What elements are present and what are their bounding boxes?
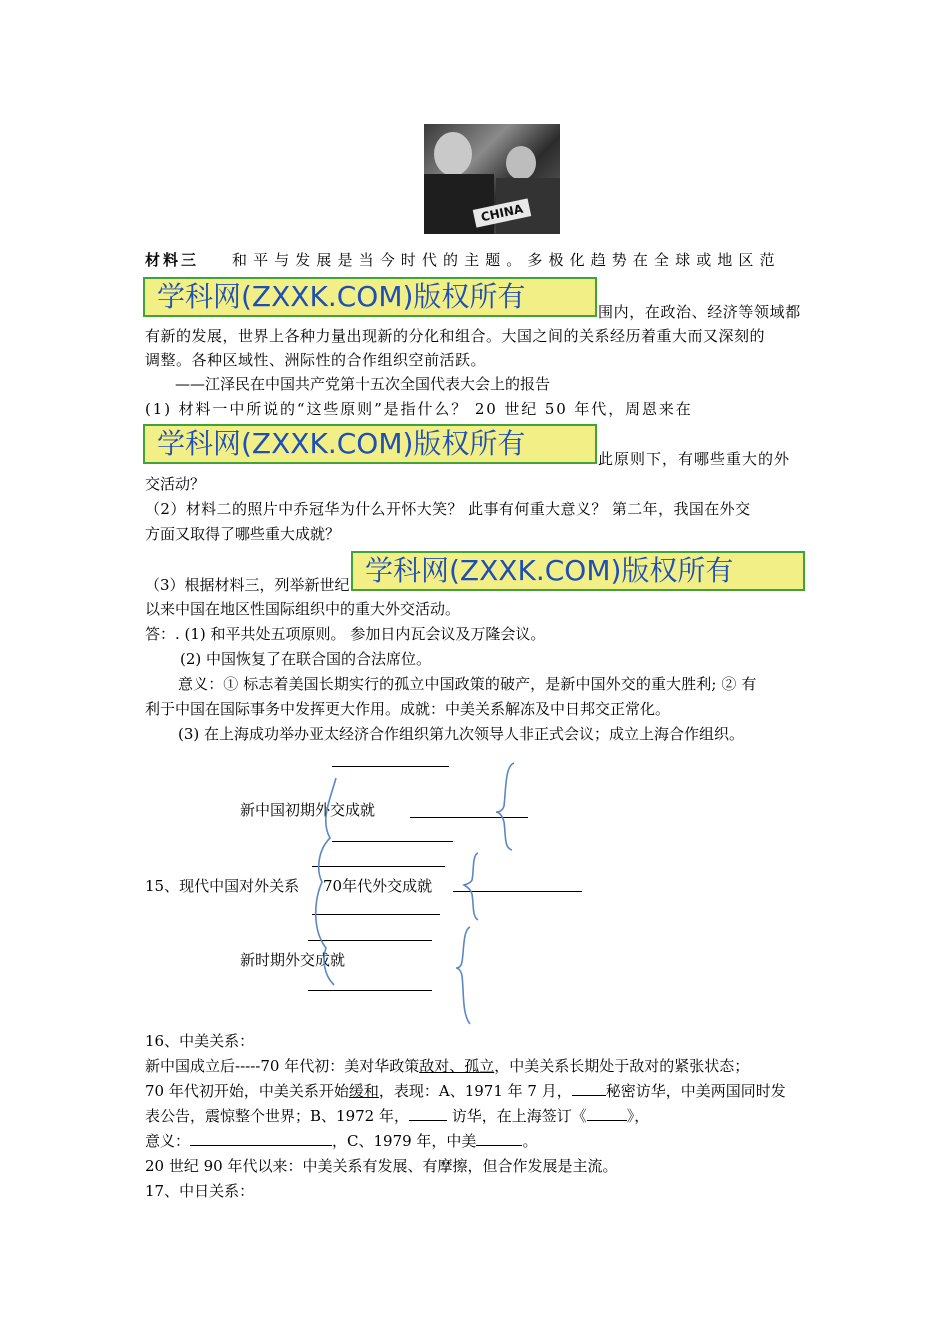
material3-label: 材料三: [145, 251, 200, 269]
question-16-line4: 意义： ，C、1979 年，中美 。: [145, 1132, 538, 1150]
answer-underlined: 缓和: [348, 1082, 379, 1100]
question-16-line1: 新中国成立后-----70 年代初：美对华政策敌对、孤立，中美关系长期处于敌对的紧张状态；: [145, 1057, 750, 1075]
question-16-title: 16、中美关系：: [145, 1032, 255, 1050]
watermark-banner: 学科网(ZXXK.COM)版权所有: [143, 277, 597, 317]
question-2-line1: （2）材料二的照片中乔冠华为什么开怀大笑？ 此事有何重大意义？ 第二年，我国在外交: [145, 500, 751, 518]
question-1-line1: (1) 材料一中所说的“这些原则”是指什么？ 20 世纪 50 年代，周恩来在: [145, 400, 693, 418]
question-3-line1: （3）根据材料三，列举新世纪: [145, 576, 350, 594]
material3-source: ——江泽民在中国共产党第十五次全国代表大会上的报告: [175, 375, 551, 393]
fill-blank: [587, 1106, 627, 1121]
watermark-banner: 学科网(ZXXK.COM)版权所有: [351, 551, 805, 591]
question-1-line3: 交活动？: [145, 475, 206, 493]
new-period-diplomacy-label: 新时期外交成就: [240, 951, 346, 969]
question-17-title: 17、中日关系：: [145, 1182, 255, 1200]
question-16-line5: 20 世纪 90 年代以来：中美关系有发展、有摩擦，但合作发展是主流。: [145, 1157, 618, 1175]
material3-line4: 调整。各种区域性、洲际性的合作组织空前活跃。: [145, 351, 487, 369]
material3-line1: 和平与发展是当今时代的主题。多极化趋势在全球或地区范: [232, 251, 781, 269]
answer-2-meaning-line2: 利于中国在国际事务中发挥更大作用。成就：中美关系解冻及中日邦交正常化。: [145, 700, 671, 718]
answer-2-meaning-line1: 意义：① 标志着美国长期实行的孤立中国政策的破产，是新中国外交的重大胜利; ② 有: [178, 675, 757, 693]
question-1-line2: 此原则下，有哪些重大的外: [598, 450, 791, 468]
watermark-banner: 学科网(ZXXK.COM)版权所有: [143, 424, 597, 464]
answer-1: 答：. (1) 和平共处五项原则。 参加日内瓦会议及万隆会议。: [145, 625, 546, 643]
fill-blank: [190, 1131, 332, 1146]
answer-underlined: 敌对、孤立: [419, 1057, 495, 1075]
material3-line3: 有新的发展，世界上各种力量出现新的分化和组合。大国之间的关系经历着重大而又深刻的: [145, 327, 766, 345]
fill-blank: [409, 1106, 447, 1121]
question-16-line3: 表公告，震惊整个世界；B、1972 年， 访华，在上海签订《 》，: [145, 1107, 650, 1125]
answer-3: (3) 在上海成功举办亚太经济合作组织第九次领导人非正式会议；成立上海合作组织。: [178, 725, 745, 743]
early-diplomacy-label: 新中国初期外交成就: [240, 801, 376, 819]
seventies-diplomacy-label: 70年代外交成就: [323, 877, 433, 895]
question-15-title: 15、现代中国对外关系: [145, 877, 300, 895]
fill-blank: [572, 1081, 606, 1096]
fill-blank: [476, 1131, 522, 1146]
answer-2: (2) 中国恢复了在联合国的合法席位。: [180, 650, 432, 668]
question-3-line2: 以来中国在地区性国际组织中的重大外交活动。: [145, 600, 461, 618]
material3-line2: 围内，在政治、经济等领域都: [598, 303, 801, 321]
china-nameplate: CHINA: [473, 198, 532, 227]
question-2-line2: 方面又取得了哪些重大成就？: [145, 525, 341, 543]
question-16-line2: 70 年代初开始，中美关系开始缓和，表现：A、1971 年 7 月， 秘密访华，中美两国同时发: [145, 1082, 786, 1100]
